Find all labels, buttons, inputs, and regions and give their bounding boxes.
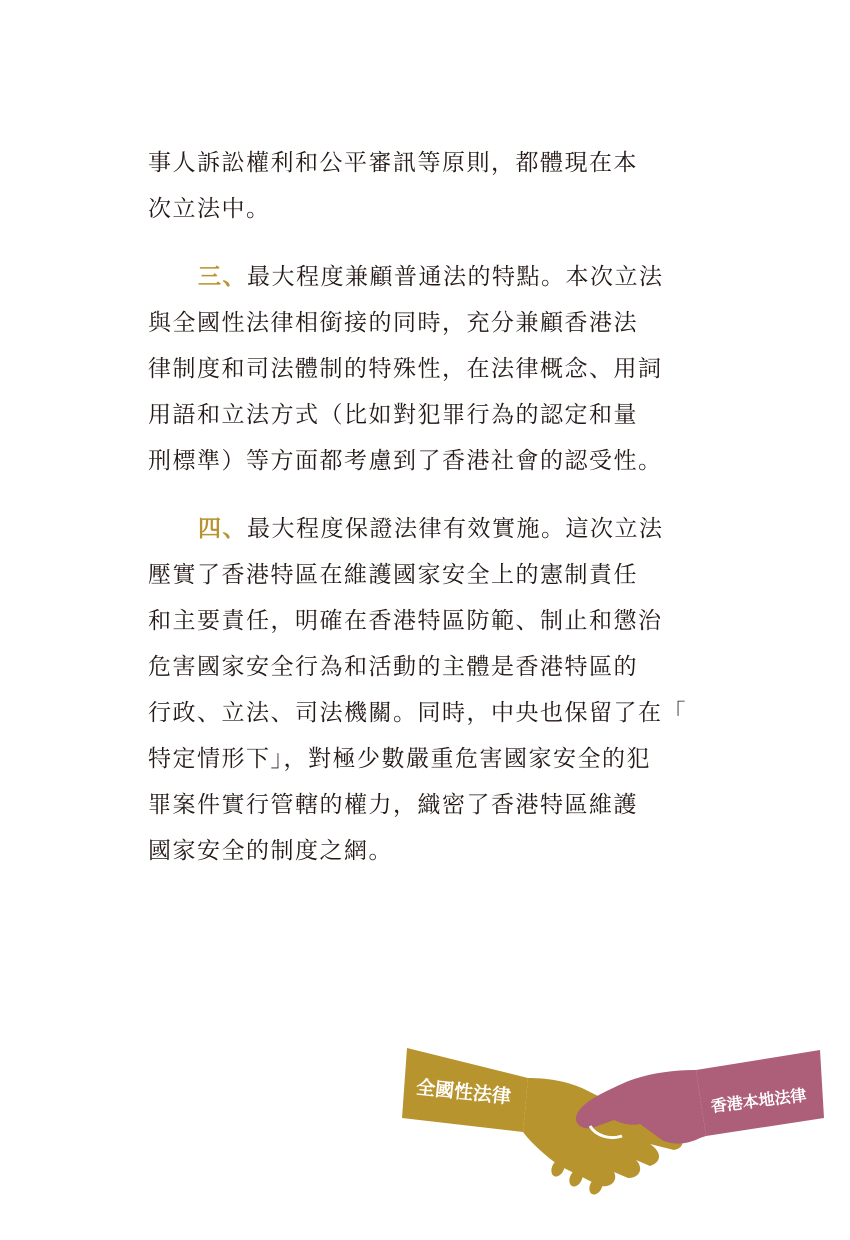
point-marker: 四、	[198, 516, 247, 542]
text-line: 與全國性法律相銜接的同時，充分兼顧香港法	[148, 310, 638, 336]
text-line: 國家安全的制度之網。	[148, 838, 393, 864]
text-line: 特定情形下」，對極少數嚴重危害國家安全的犯	[148, 746, 651, 772]
paragraph-point-three	[148, 254, 668, 484]
text-line-body: 最大程度兼顧普通法的特點。本次立法	[247, 264, 664, 290]
text-line: 刑標準）等方面都考慮到了香港社會的認受性。	[148, 448, 663, 474]
paragraph-continuation	[148, 140, 668, 232]
text-line	[148, 254, 668, 300]
paragraph-point-four	[148, 506, 687, 874]
text-line	[148, 506, 668, 552]
right-label: 香港本地法律	[709, 1085, 808, 1116]
left-label: 全國性法律	[415, 1076, 512, 1109]
handshake-icon	[400, 1040, 830, 1210]
point-marker: 三、	[198, 264, 247, 290]
text-line: 律制度和司法體制的特殊性，在法律概念、用詞	[148, 356, 663, 382]
text-line: 次立法中。	[148, 196, 271, 222]
text-line: 危害國家安全行為和活動的主體是香港特區的	[148, 654, 638, 680]
text-line: 壓實了香港特區在維護國家安全上的憲制責任	[148, 562, 638, 588]
handshake-illustration	[400, 1040, 830, 1210]
text-line: 行政、立法、司法機關。同時，中央也保留了在「	[148, 700, 687, 726]
text-line-body: 最大程度保證法律有效實施。這次立法	[247, 516, 664, 542]
text-line: 和主要責任，明確在香港特區防範、制止和懲治	[148, 608, 663, 634]
text-line: 罪案件實行管轄的權力，織密了香港特區維護	[148, 792, 638, 818]
text-line: 事人訴訟權利和公平審訊等原則，都體現在本	[148, 150, 638, 176]
text-line: 用語和立法方式（比如對犯罪行為的認定和量	[148, 402, 638, 428]
